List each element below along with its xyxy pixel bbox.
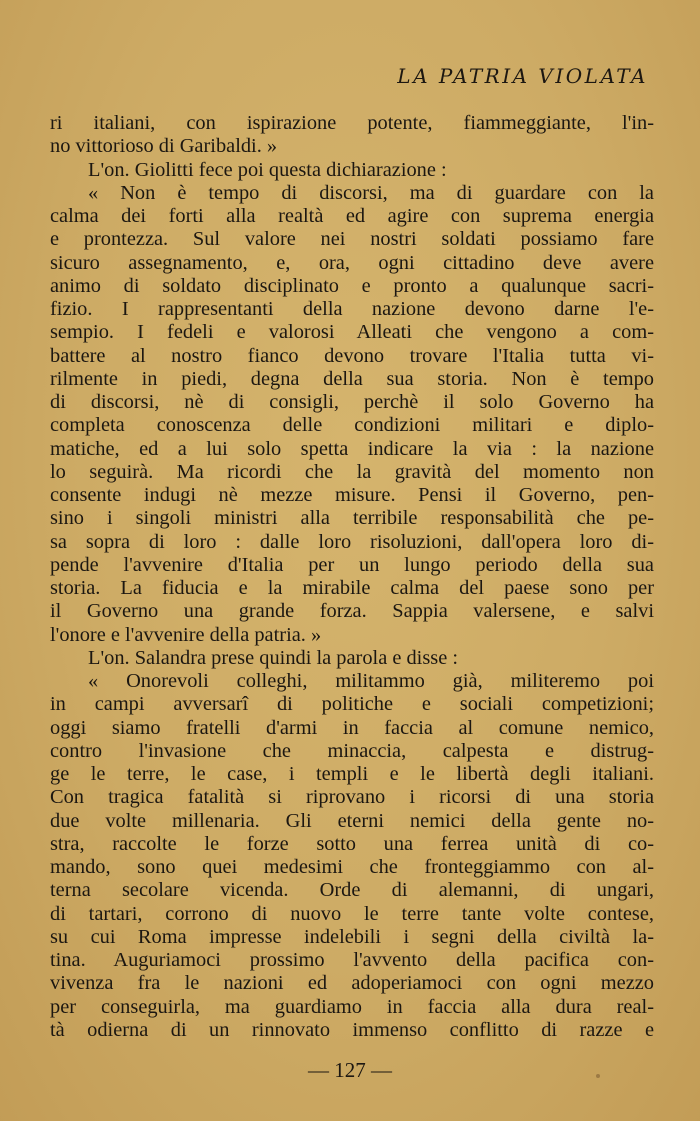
- text-line: mando, sono quei medesimi che fronteggiammo con al-: [50, 856, 654, 878]
- page-number: — 127 —: [308, 1058, 392, 1082]
- running-head: LA PATRIA VIOLATA: [397, 64, 648, 88]
- text-line: pende l'avvenire d'Italia per un lungo periodo della sua: [50, 553, 654, 576]
- text-line: animo di soldato disciplinato e pronto a qualunque sacri-: [50, 274, 654, 297]
- text-line: battere al nostro fianco devono trovare l'Italia tutta vi-: [50, 344, 654, 367]
- text-line: lo seguirà. Ma ricordi che la gravità del momento non: [50, 460, 654, 483]
- text-line: stra, raccolte le forze sotto una ferrea unità di co-: [50, 832, 654, 855]
- text-line: « Non è tempo di discorsi, ma di guardare con la: [88, 181, 654, 204]
- text-line: ri italiani, con ispirazione potente, fiammeggiante, l'in-: [50, 112, 654, 134]
- text-line: ge le terre, le case, i templi e le libertà degli italiani.: [50, 763, 654, 785]
- text-line: di tartari, corrono di nuovo le terre tante volte contese,: [50, 902, 654, 925]
- text-line: L'on. Giolitti fece poi questa dichiarazione :: [88, 158, 447, 181]
- text-line: consente indugi nè mezze misure. Pensi il Governo, pen-: [50, 484, 654, 506]
- text-line: Con tragica fatalità si riprovano i ricorsi di una storia: [50, 786, 654, 809]
- text-line: tina. Auguriamoci prossimo l'avvento della pacifica con-: [50, 949, 654, 971]
- paper-speck: [596, 1074, 600, 1078]
- text-line: calma dei forti alla realtà ed agire con suprema energia: [50, 205, 654, 227]
- text-line: l'onore e l'avvenire della patria. »: [50, 623, 322, 646]
- text-line: tà odierna di un rinnovato immenso conflitto di razze e: [50, 1018, 654, 1041]
- text-line: completa conoscenza delle condizioni militari e diplo-: [50, 414, 654, 437]
- text-line: matiche, ed a lui solo spetta indicare la via : la nazione: [50, 437, 654, 460]
- text-line: « Onorevoli colleghi, militammo già, militeremo poi: [88, 670, 654, 692]
- text-line: sa sopra di loro : dalle loro risoluzioni, dall'opera loro di-: [50, 530, 654, 553]
- text-line: rilmente in piedi, degna della sua storia. Non è tempo: [50, 367, 654, 390]
- text-line: su cui Roma impresse indelebili i segni della civiltà la-: [50, 925, 654, 948]
- text-line: L'on. Salandra prese quindi la parola e disse :: [88, 646, 459, 669]
- text-line: in campi avversarî di politiche e sociali competizioni;: [50, 693, 654, 716]
- text-line: di discorsi, nè di consigli, perchè il solo Governo ha: [50, 391, 654, 413]
- text-line: fizio. I rappresentanti della nazione devono darne l'e-: [50, 298, 654, 320]
- text-line: vivenza fra le nazioni ed adoperiamoci con ogni mezzo: [50, 972, 654, 995]
- text-line: terna secolare vicenda. Orde di alemanni, di ungari,: [50, 879, 654, 902]
- text-line: storia. La fiducia e la mirabile calma del paese sono per: [50, 577, 654, 599]
- text-line: contro l'invasione che minaccia, calpesta e distrug-: [50, 739, 654, 762]
- text-line: il Governo una grande forza. Sappia valersene, e salvi: [50, 600, 654, 623]
- text-line: due volte millenaria. Gli eterni nemici della gente no-: [50, 809, 654, 832]
- text-line: e prontezza. Sul valore nei nostri soldati possiamo fare: [50, 228, 654, 251]
- text-line: sicuro assegnamento, e, ora, ogni cittadino deve avere: [50, 251, 654, 274]
- text-line: sino i singoli ministri alla terribile responsabilità che pe-: [50, 507, 654, 530]
- body-text: [50, 112, 654, 1042]
- text-line: sempio. I fedeli e valorosi Alleati che vengono a com-: [50, 321, 654, 344]
- text-line: no vittorioso di Garibaldi. »: [50, 135, 278, 158]
- text-line: oggi siamo fratelli d'armi in faccia al comune nemico,: [50, 716, 654, 739]
- text-line: per conseguirla, ma guardiamo in faccia alla dura real-: [50, 995, 654, 1018]
